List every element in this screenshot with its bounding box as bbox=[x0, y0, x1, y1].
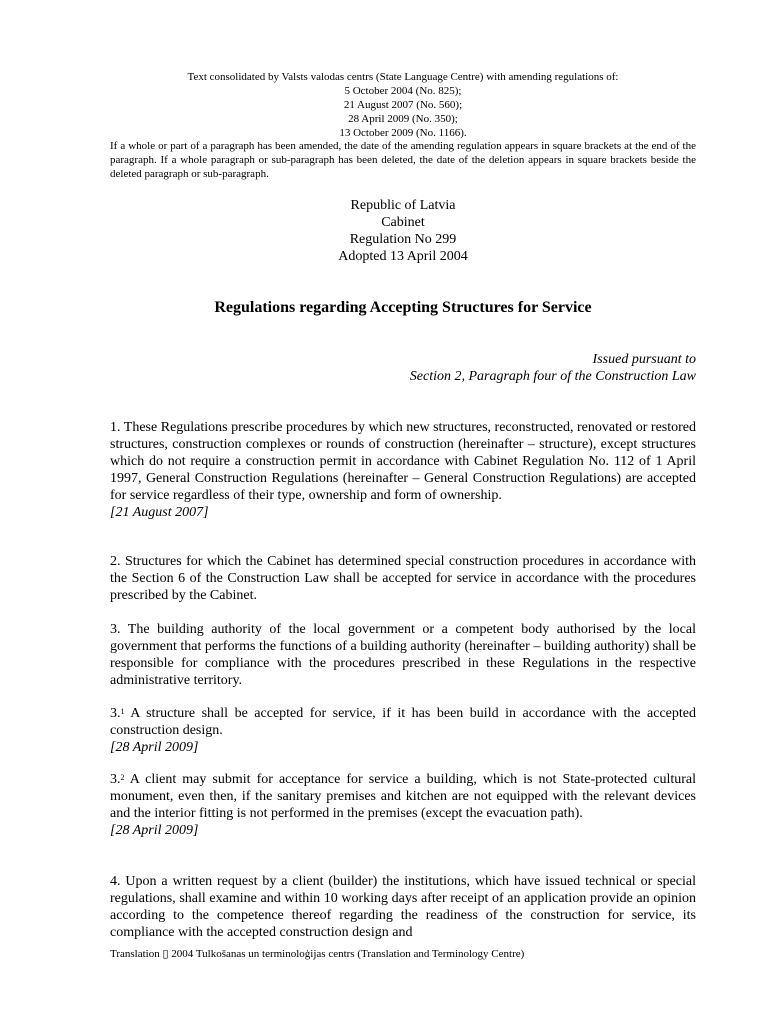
paragraph-text: A client may submit for acceptance for service a building, which is not State-protected cultural monument, even then, if the sanitary premises and kitchen are not equipped with the relevant devices and the interior fitting is not performed in the premises (except the evacuation path). bbox=[110, 772, 696, 821]
paragraph-2 bbox=[110, 553, 696, 604]
cabinet-line: Cabinet bbox=[381, 215, 425, 230]
paragraph-text: 1. These Regulations prescribe procedures by which new structures, reconstructed, renovated or restored structures, construction complexes or rounds of construction (hereinafter – structure), except structures which do not require a construction permit in accordance with Cabinet Regulation No. 112 of 1 April 1997, General Construction Regulations (hereinafter – General Construction Regulations) are accepted for service regardless of their type, ownership and form of ownership. bbox=[110, 420, 696, 503]
amendment-3: 28 April 2009 (No. 350); bbox=[348, 113, 458, 125]
paragraph-superscript: 2 bbox=[120, 773, 125, 782]
republic-line: Republic of Latvia bbox=[350, 198, 456, 213]
page-title: Regulations regarding Accepting Structures for Service bbox=[214, 299, 592, 316]
paragraph-text: 2. Structures for which the Cabinet has determined special construction procedures in accordance with the Section 6 of the Construction Law shall be accepted for service in accordance with the procedures prescribed by the Cabinet. bbox=[110, 554, 696, 603]
amendment-4: 13 October 2009 (No. 1166). bbox=[339, 127, 467, 139]
paragraph-4 bbox=[110, 873, 696, 941]
consolidation-intro: Text consolidated by Valsts valodas centrs (State Language Centre) with amending regulations of: bbox=[187, 71, 619, 83]
paragraph-text: 3. The building authority of the local government or a competent body authorised by the local government that performs the functions of a building authority (hereinafter – building authority) shall be responsible for compliance with the procedures prescribed in these Regulations in the respective administrative territory. bbox=[110, 622, 696, 688]
issued-line-1: Issued pursuant to bbox=[592, 352, 696, 367]
amendment-1: 5 October 2004 (No. 825); bbox=[344, 85, 462, 97]
paragraph-text: 4. Upon a written request by a client (builder) the institutions, which have issued technical or special regulations, shall examine and within 10 working days after receipt of an application provide an opinion according to the competence thereof regarding the readiness of the construction for service, its compliance with the accepted construction design and bbox=[110, 874, 696, 940]
page-footer: Translation ▯ 2004 Tulkošanas un terminoloģijas centrs (Translation and Terminology Centre) bbox=[110, 948, 525, 960]
amendment-date: [28 April 2009] bbox=[110, 823, 199, 838]
adopted-date: Adopted 13 April 2004 bbox=[338, 249, 468, 264]
amendment-date: [28 April 2009] bbox=[110, 740, 199, 755]
amendment-date: [21 August 2007] bbox=[110, 505, 209, 520]
issued-pursuant bbox=[110, 351, 696, 385]
paragraph-number: 3. bbox=[110, 772, 121, 787]
paragraph-3-1 bbox=[110, 705, 696, 756]
document-header bbox=[110, 197, 696, 265]
issued-line-2: Section 2, Paragraph four of the Construction Law bbox=[409, 369, 696, 384]
regulation-number: Regulation No 299 bbox=[349, 232, 457, 247]
consolidation-block bbox=[110, 70, 696, 140]
amendment-2: 21 August 2007 (No. 560); bbox=[343, 99, 463, 111]
paragraph-number: 3. bbox=[110, 706, 121, 721]
paragraph-1 bbox=[110, 419, 696, 521]
paragraph-superscript: 1 bbox=[120, 707, 125, 716]
paragraph-3-2 bbox=[110, 771, 696, 839]
paragraph-3 bbox=[110, 621, 696, 689]
consolidation-note: If a whole or part of a paragraph has been amended, the date of the amending regulation appears in square brackets at the end of the paragraph. If a whole paragraph or sub-paragraph has been deleted, the date of the deletion appears in square brackets beside the deleted paragraph or sub-paragraph. bbox=[110, 140, 696, 180]
paragraph-text: A structure shall be accepted for service, if it has been build in accordance with the accepted construction design. bbox=[110, 706, 696, 738]
